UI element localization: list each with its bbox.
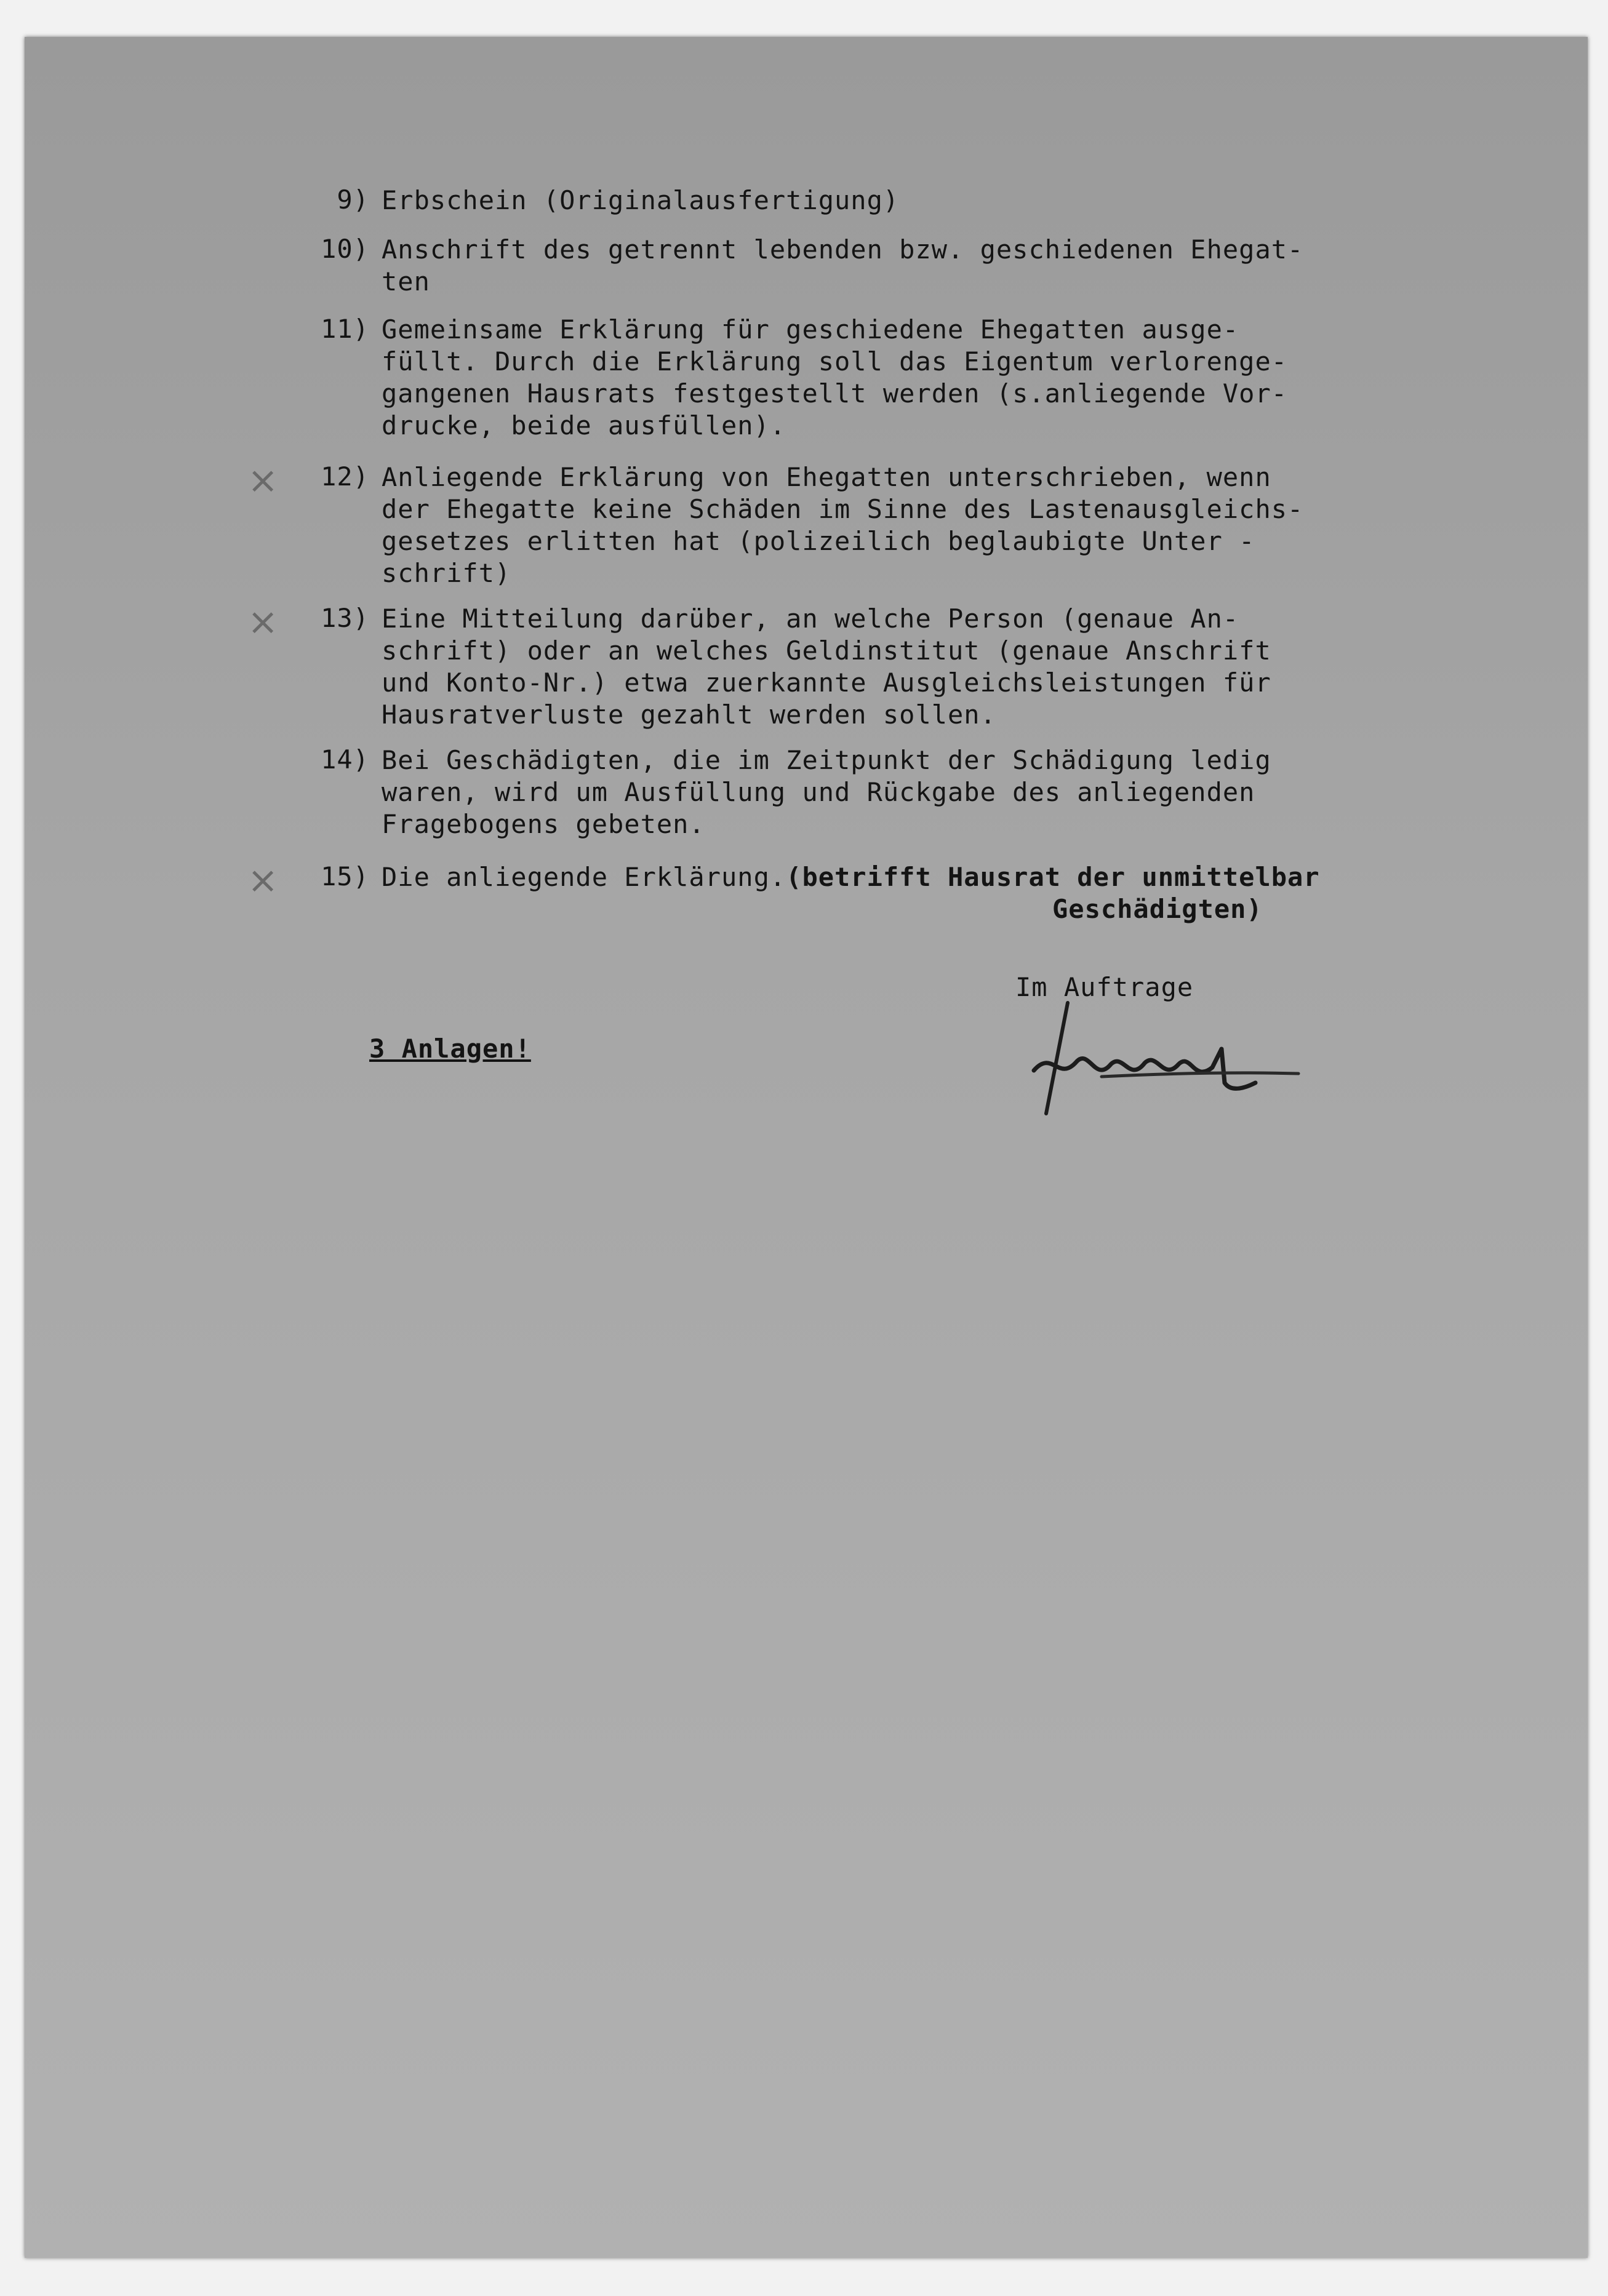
item-number: 11)	[321, 314, 369, 344]
item-number: 14)	[321, 744, 369, 775]
document-content	[25, 37, 1588, 2258]
cross-mark-icon: ×	[247, 459, 279, 502]
item-text	[382, 744, 1551, 840]
item-line: Eine Mitteilung darüber, an welche Person (genaue An-	[382, 604, 1239, 634]
item-line: der Ehegatte keine Schäden im Sinne des Lastenausgleichs-	[382, 494, 1304, 524]
item-line: gesetzes erlitten hat (polizeilich beglaubigte Unter -	[382, 526, 1255, 556]
item-number: 15)	[321, 861, 369, 891]
item-text	[382, 603, 1551, 731]
item-line: waren, wird um Ausfüllung und Rückgabe des anliegenden	[382, 777, 1255, 807]
item-text	[382, 234, 1551, 298]
item-line	[382, 861, 1551, 893]
handwritten-signature	[1009, 991, 1354, 1126]
item-line: schrift)	[382, 558, 511, 588]
item-line-bold: (betrifft Hausrat der unmittelbar	[786, 862, 1320, 892]
item-text	[382, 461, 1551, 589]
cross-mark-icon: ×	[247, 600, 279, 644]
item-line: füllt. Durch die Erklärung soll das Eigentum verlorenge-	[382, 346, 1288, 377]
item-number: 10)	[321, 234, 369, 264]
item-line: Hausratverluste gezahlt werden sollen.	[382, 700, 996, 730]
item-line: gangenen Hausrats festgestellt werden (s.anliegende Vor-	[382, 378, 1288, 409]
closing-phrase: Im Auftrage	[1015, 972, 1194, 1002]
item-line: ten	[382, 266, 430, 297]
item-line: Fragebogens gebeten.	[382, 809, 705, 839]
item-text	[382, 861, 1551, 925]
item-number: 9)	[337, 185, 369, 215]
item-line-plain: Die anliegende Erklärung.	[382, 862, 786, 892]
item-line: Anliegende Erklärung von Ehegatten unterschrieben, wenn	[382, 462, 1271, 492]
cross-mark-icon: ×	[247, 859, 279, 902]
item-line: Anschrift des getrennt lebenden bzw. geschiedenen Ehegat-	[382, 234, 1304, 265]
item-line: drucke, beide ausfüllen).	[382, 410, 786, 440]
document-page	[25, 37, 1588, 2258]
item-line: und Konto-Nr.) etwa zuerkannte Ausgleichsleistungen für	[382, 668, 1271, 698]
item-text	[382, 314, 1551, 442]
item-line: Geschädigten)	[1052, 894, 1263, 924]
item-number: 13)	[321, 603, 369, 633]
enclosures-note: 3 Anlagen!	[369, 1034, 531, 1064]
item-text	[382, 185, 1551, 217]
item-line: schrift) oder an welches Geldinstitut (genaue Anschrift	[382, 636, 1271, 666]
item-line: Gemeinsame Erklärung für geschiedene Ehegatten ausge-	[382, 314, 1239, 345]
item-number: 12)	[321, 461, 369, 492]
item-line: Bei Geschädigten, die im Zeitpunkt der Schädigung ledig	[382, 745, 1271, 775]
item-line: Erbschein (Originalausfertigung)	[382, 185, 900, 215]
